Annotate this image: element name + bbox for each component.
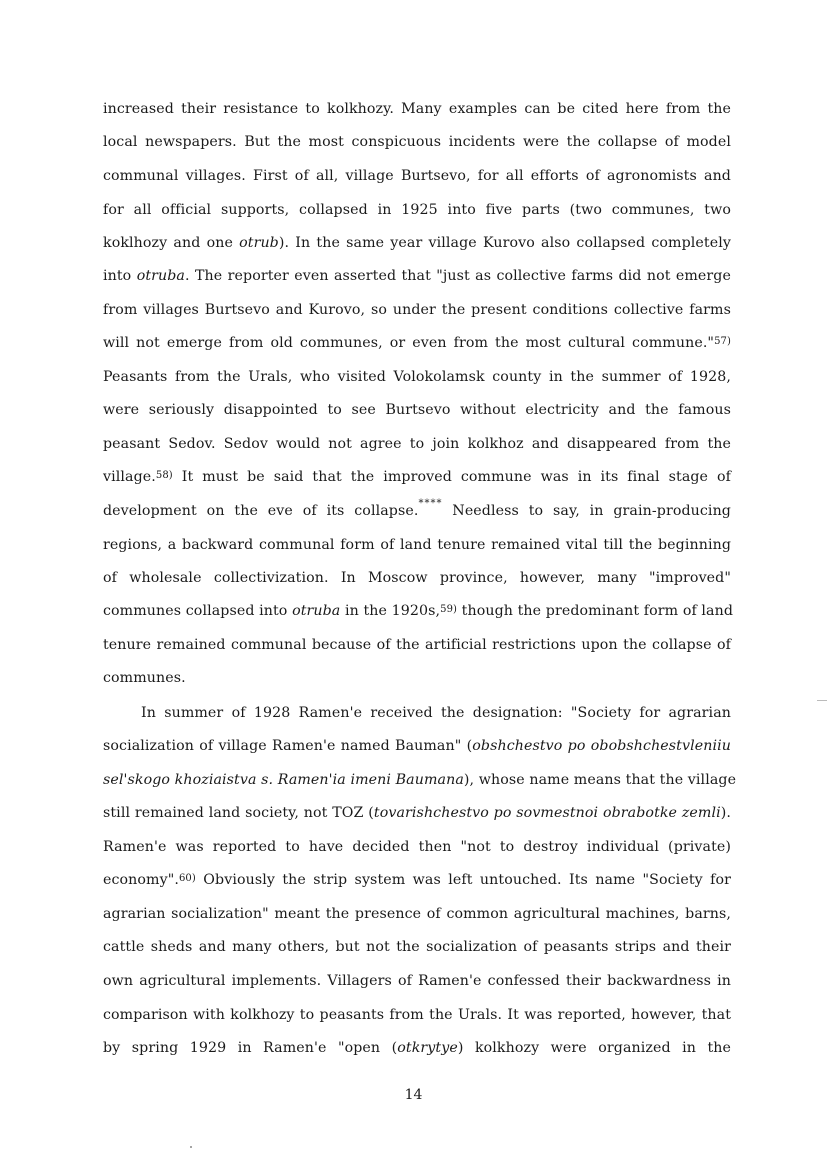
text-line: of wholesale collectivization. In Moscow province, however, many "improved"	[103, 570, 731, 586]
text-line: from villages Burtsevo and Kurovo, so under the present conditions collective farms	[103, 302, 731, 318]
scan-speck	[190, 1146, 192, 1148]
text-line	[103, 803, 731, 823]
text-line	[103, 467, 731, 487]
text-line: tenure remained communal because of the artificial restrictions upon the collapse of	[103, 637, 731, 653]
footnote-ref: 58)	[155, 470, 173, 481]
text-segment: Needless to say, in grain-producing	[442, 503, 731, 519]
text-line: communes.	[103, 670, 186, 686]
text-line: were seriously disappointed to see Burtsevo without electricity and the famous	[103, 402, 731, 418]
text-line	[103, 770, 737, 790]
italic-term: otrub	[239, 235, 279, 251]
italic-term: sel'skogo khoziaistva s. Ramen'ia imeni Baumana	[103, 772, 464, 788]
text-line	[103, 1038, 731, 1058]
text-segment: socialization of village Ramen'e named Bauman" (	[103, 738, 473, 754]
italic-term: obshchestvo po obobshchestvleniiu	[472, 738, 731, 754]
text-line	[103, 233, 731, 253]
footnote-ref: 57)	[714, 336, 731, 347]
text-line: Peasants from the Urals, who visited Volokolamsk county in the summer of 1928,	[103, 369, 731, 385]
asterisk-marker: ****	[418, 498, 443, 509]
text-segment: ), whose name means that the village	[463, 772, 737, 788]
text-segment: communes collapsed into	[103, 603, 293, 619]
text-line: own agricultural implements. Villagers of Ramen'e confessed their backwardness in	[103, 973, 731, 989]
text-segment: ) kolkhozy were organized in the	[457, 1040, 731, 1056]
italic-term: otruba	[136, 268, 185, 284]
text-line: peasant Sedov. Sedov would not agree to join kolkhoz and disappeared from the	[103, 436, 731, 452]
text-line: increased their resistance to kolkhozy. Many examples can be cited here from the	[103, 101, 731, 117]
italic-term: otkrytye	[397, 1040, 458, 1056]
text-line: communal villages. First of all, village Burtsevo, for all efforts of agronomists and	[103, 168, 731, 184]
text-line: comparison with kolkhozy to peasants from the Urals. It was reported, however, that	[103, 1007, 731, 1023]
text-line	[103, 870, 731, 890]
text-line: regions, a backward communal form of land tenure remained vital till the beginning	[103, 537, 731, 553]
text-line	[103, 601, 734, 621]
scan-edge-mark	[817, 700, 827, 701]
text-segment: ). In the same year village Kurovo also collapsed completely	[278, 235, 731, 251]
text-line: In summer of 1928 Ramen'e received the designation: "Society for agrarian	[141, 705, 731, 721]
text-line	[103, 333, 731, 353]
footnote-ref: 60)	[178, 873, 196, 884]
text-segment: development on the eve of its collapse.	[103, 503, 419, 519]
text-segment: koklhozy and one	[103, 235, 240, 251]
text-segment: though the predominant form of land	[457, 603, 734, 619]
text-line: Ramen'e was reported to have decided then "not to destroy individual (private)	[103, 839, 731, 855]
text-segment: in the 1920s,	[340, 603, 441, 619]
text-segment: by spring 1929 in Ramen'e "open (	[103, 1040, 398, 1056]
text-line: agrarian socialization" meant the presence of common agricultural machines, barns,	[103, 906, 731, 922]
text-segment: economy".	[103, 872, 179, 888]
italic-term: tovarishchestvo po sovmestnoi obrabotke zemli	[373, 805, 721, 821]
text-segment: will not emerge from old communes, or even from the most cultural commune."	[103, 335, 715, 351]
text-line	[103, 498, 731, 521]
italic-term: otruba	[292, 603, 341, 619]
text-line: cattle sheds and many others, but not the socialization of peasants strips and their	[103, 939, 731, 955]
text-line: for all official supports, collapsed in 1925 into five parts (two communes, two	[103, 202, 731, 218]
text-segment: . The reporter even asserted that "just as collective farms did not emerge	[185, 268, 731, 284]
text-segment: It must be said that the improved commune was in its final stage of	[172, 469, 731, 485]
text-line	[103, 266, 731, 286]
footnote-ref: 59)	[440, 604, 458, 615]
text-line: local newspapers. But the most conspicuous incidents were the collapse of model	[103, 134, 731, 150]
text-line	[103, 736, 731, 756]
text-segment: ).	[720, 805, 731, 821]
text-segment: village.	[103, 469, 156, 485]
text-segment: still remained land society, not TOZ (	[103, 805, 374, 821]
text-segment: into	[103, 268, 137, 284]
text-segment: Obviously the strip system was left untouched. Its name "Society for	[195, 872, 731, 888]
page-number: 14	[404, 1087, 423, 1103]
